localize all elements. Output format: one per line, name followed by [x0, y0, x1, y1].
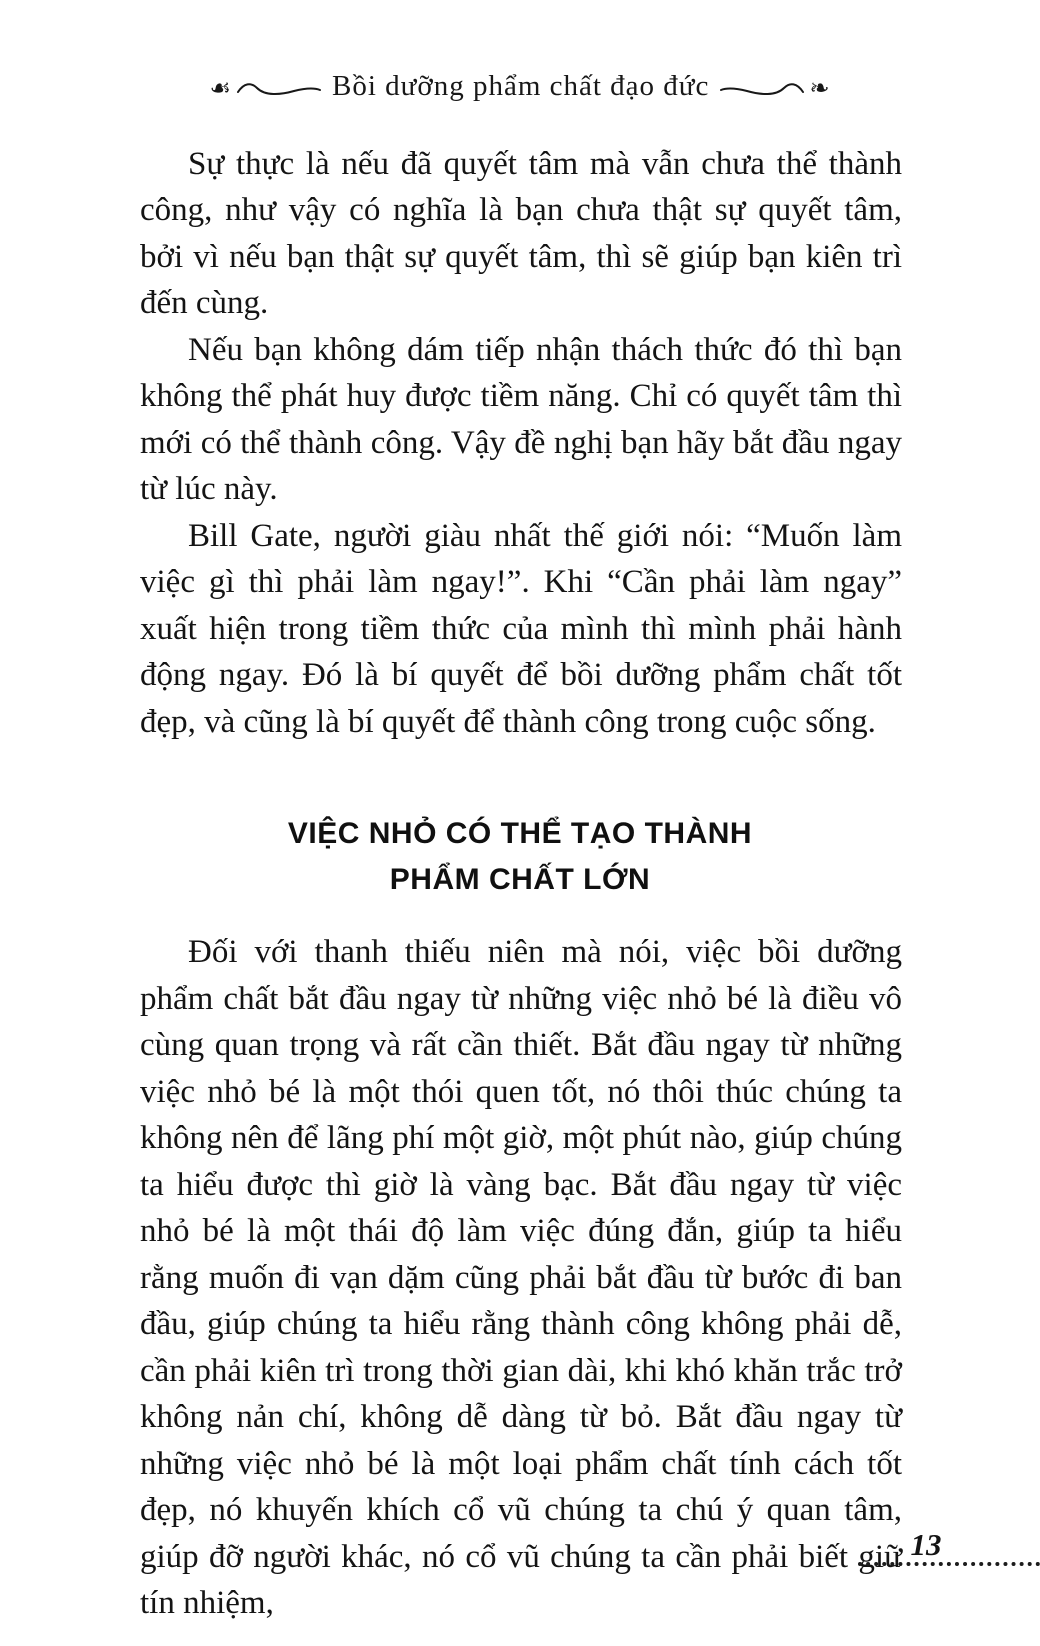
section-heading-line1: VIỆC NHỎ CÓ THỂ TẠO THÀNH [287, 817, 753, 851]
paragraph: Sự thực là nếu đã quyết tâm mà vẫn chưa thể thành công, như vậy có nghĩa là bạn chưa thật sự quyết tâm, bởi vì nếu bạn thật sự quyết tâm, thì sẽ giúp bạn kiên trì đến cùng. [140, 145, 902, 322]
paragraph: Nếu bạn không dám tiếp nhận thách thức đó thì bạn không thể phát huy được tiềm năng. Chỉ có quyết tâm thì mới có thể thành công. Vậy đề nghị bạn hãy bắt đầu ngay từ lúc này. [140, 331, 902, 508]
paragraph: Đối với thanh thiếu niên mà nói, việc bồi dưỡng phẩm chất bắt đầu ngay từ những việc nhỏ bé là điều vô cùng quan trọng và rất cần thiết. Bắt đầu ngay từ những việc nhỏ bé là một thói quen tốt, nó thôi thúc chúng ta không nên để lãng phí một giờ, một phút nào, giúp chúng ta hiểu được thì giờ là vàng bạc. Bắt đầu ngay từ việc nhỏ bé là một thái độ làm việc đúng đắn, giúp ta hiểu rằng muốn đi vạn dặm cũng phải bắt đầu từ bước đi ban đầu, giúp chúng ta hiểu rằng thành công không phải dễ, cần phải kiên trì trong thời gian dài, khi khó khăn trắc trở không nản chí, không dễ dàng từ bỏ. Bắt đầu ngay từ những việc nhỏ bé là một loại phẩm chất tính cách tốt đẹp, nó khuyến khích cổ vũ chúng ta chú ý quan tâm, giúp đỡ người khác, nó cổ vũ chúng ta cần phải biết giữ tín nhiệm, [140, 934, 902, 1622]
intro-text-block [140, 141, 902, 746]
left-fleuron-icon: ☙ [209, 74, 232, 103]
running-header-title: Bồi dưỡng phẩm chất đạo đức [332, 70, 710, 102]
page-number: 13 [910, 1527, 942, 1562]
right-fleuron-icon: ❧ [809, 74, 831, 103]
right-swash-flourish-icon [715, 72, 809, 105]
running-header [0, 0, 1040, 105]
paragraph: Bill Gate, người giàu nhất thế giới nói: “Muốn làm việc gì thì phải làm ngay!”. Khi “Cần phải làm ngay” xuất hiện trong tiềm thức của mình thì mình phải hành động ngay. Đó là bí quyết để bồi dưỡng phẩm chất tốt đẹp, và cũng là bí quyết để thành công trong cuộc sống. [140, 517, 902, 740]
section-heading [140, 811, 900, 903]
left-swash-flourish-icon [232, 72, 326, 105]
page-footer [858, 1529, 1040, 1566]
section-heading-line2: PHẨM CHẤT LỚN [389, 863, 651, 897]
dotted-rule [858, 1562, 1040, 1566]
section-text-block [140, 929, 902, 1627]
